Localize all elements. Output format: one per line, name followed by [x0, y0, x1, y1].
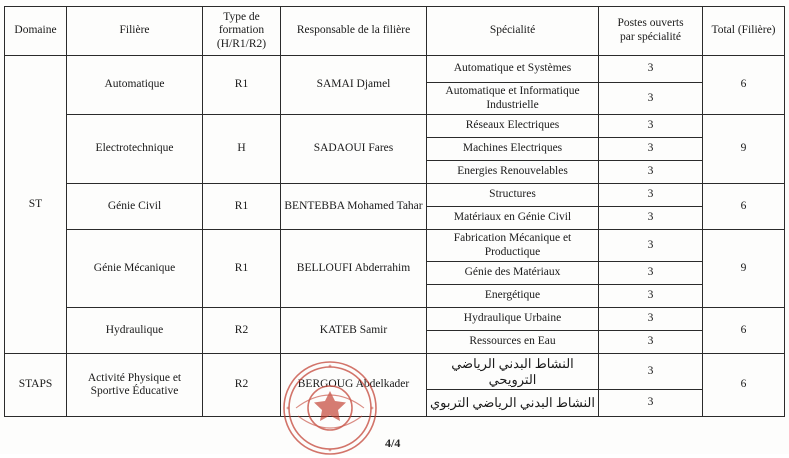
- cell-type-electrotechnique: H: [203, 115, 281, 184]
- cell-specialite: Energies Renouvelables: [427, 161, 599, 184]
- header-postes-line-2: par spécialité: [620, 31, 681, 43]
- cell-postes: 3: [599, 331, 703, 354]
- cell-specialite: Machines Electriques: [427, 138, 599, 161]
- cell-filiere-automatique: Automatique: [67, 56, 203, 115]
- header-filiere: Filière: [67, 7, 203, 56]
- cell-postes: 3: [599, 138, 703, 161]
- cell-postes: 3: [599, 115, 703, 138]
- cell-postes: 3: [599, 354, 703, 390]
- cell-postes: 3: [599, 389, 703, 416]
- cell-responsable-automatique: SAMAI Djamel: [281, 56, 427, 115]
- cell-filiere-genie-mecanique: Génie Mécanique: [67, 230, 203, 308]
- cell-responsable-genie-mecanique: BELLOUFI Abderrahim: [281, 230, 427, 308]
- table-row: [5, 354, 785, 390]
- cell-total-automatique: 6: [703, 56, 785, 115]
- cell-type-hydraulique: R2: [203, 308, 281, 354]
- cell-specialite: Hydraulique Urbaine: [427, 308, 599, 331]
- cell-postes: 3: [599, 262, 703, 285]
- postes-table: [4, 6, 785, 417]
- cell-specialite: Fabrication Mécanique et Productique: [427, 230, 599, 262]
- cell-filiere-genie-civil: Génie Civil: [67, 184, 203, 230]
- cell-postes: 3: [599, 161, 703, 184]
- cell-total-hydraulique: 6: [703, 308, 785, 354]
- cell-postes: 3: [599, 207, 703, 230]
- cell-total-electrotechnique: 9: [703, 115, 785, 184]
- header-type-line-1: Type de: [223, 10, 260, 23]
- header-specialite: Spécialité: [427, 7, 599, 56]
- cell-specialite: Energétique: [427, 285, 599, 308]
- cell-total-genie-mecanique: 9: [703, 230, 785, 308]
- cell-total-genie-civil: 6: [703, 184, 785, 230]
- cell-specialite: Ressources en Eau: [427, 331, 599, 354]
- cell-postes: 3: [599, 56, 703, 83]
- cell-specialite: Automatique et Systèmes: [427, 56, 599, 83]
- cell-type-automatique: R1: [203, 56, 281, 115]
- cell-specialite: Structures: [427, 184, 599, 207]
- cell-type-genie-mecanique: R1: [203, 230, 281, 308]
- table-row: [5, 230, 785, 262]
- page-number: 4/4: [385, 436, 401, 450]
- cell-filiere-hydraulique: Hydraulique: [67, 308, 203, 354]
- cell-specialite: Matériaux en Génie Civil: [427, 207, 599, 230]
- cell-total-aps-educative: 6: [703, 354, 785, 417]
- cell-responsable-aps-educative: BERGOUG Abdelkader: [281, 354, 427, 417]
- table-row: [5, 56, 785, 83]
- cell-domaine-st: ST: [5, 56, 67, 354]
- cell-specialite: النشاط البدني الرياضي التربوي: [427, 389, 599, 416]
- cell-specialite: Génie des Matériaux: [427, 262, 599, 285]
- cell-responsable-electrotechnique: SADAOUI Fares: [281, 115, 427, 184]
- header-domaine: Domaine: [5, 7, 67, 56]
- cell-postes: 3: [599, 83, 703, 115]
- cell-responsable-genie-civil: BENTEBBA Mohamed Tahar: [281, 184, 427, 230]
- table-row: [5, 184, 785, 207]
- cell-type-genie-civil: R1: [203, 184, 281, 230]
- cell-specialite: Réseaux Electriques: [427, 115, 599, 138]
- cell-postes: 3: [599, 285, 703, 308]
- cell-specialite: Automatique et Informatique Industrielle: [427, 83, 599, 115]
- header-postes-line-1: Postes ouverts: [617, 17, 684, 30]
- cell-responsable-hydraulique: KATEB Samir: [281, 308, 427, 354]
- header-type-line-2: formation: [218, 24, 265, 37]
- table-row: [5, 308, 785, 331]
- header-type-formation: [203, 7, 281, 56]
- cell-postes: 3: [599, 230, 703, 262]
- header-postes-ouverts: [599, 7, 703, 56]
- cell-type-aps-educative: R2: [203, 354, 281, 417]
- cell-postes: 3: [599, 308, 703, 331]
- table-row: [5, 115, 785, 138]
- cell-filiere-aps-educative: Activité Physique et Sportive Éducative: [67, 354, 203, 417]
- cell-postes: 3: [599, 184, 703, 207]
- cell-domaine-staps: STAPS: [5, 354, 67, 417]
- header-type-line-3: (H/R1/R2): [216, 37, 267, 50]
- cell-filiere-electrotechnique: Electrotechnique: [67, 115, 203, 184]
- cell-specialite: النشاط البدني الرياضي الترويحي: [427, 354, 599, 390]
- header-responsable: Responsable de la filière: [281, 7, 427, 56]
- header-total-filiere: Total (Filière): [703, 7, 785, 56]
- table-header-row: [5, 7, 785, 56]
